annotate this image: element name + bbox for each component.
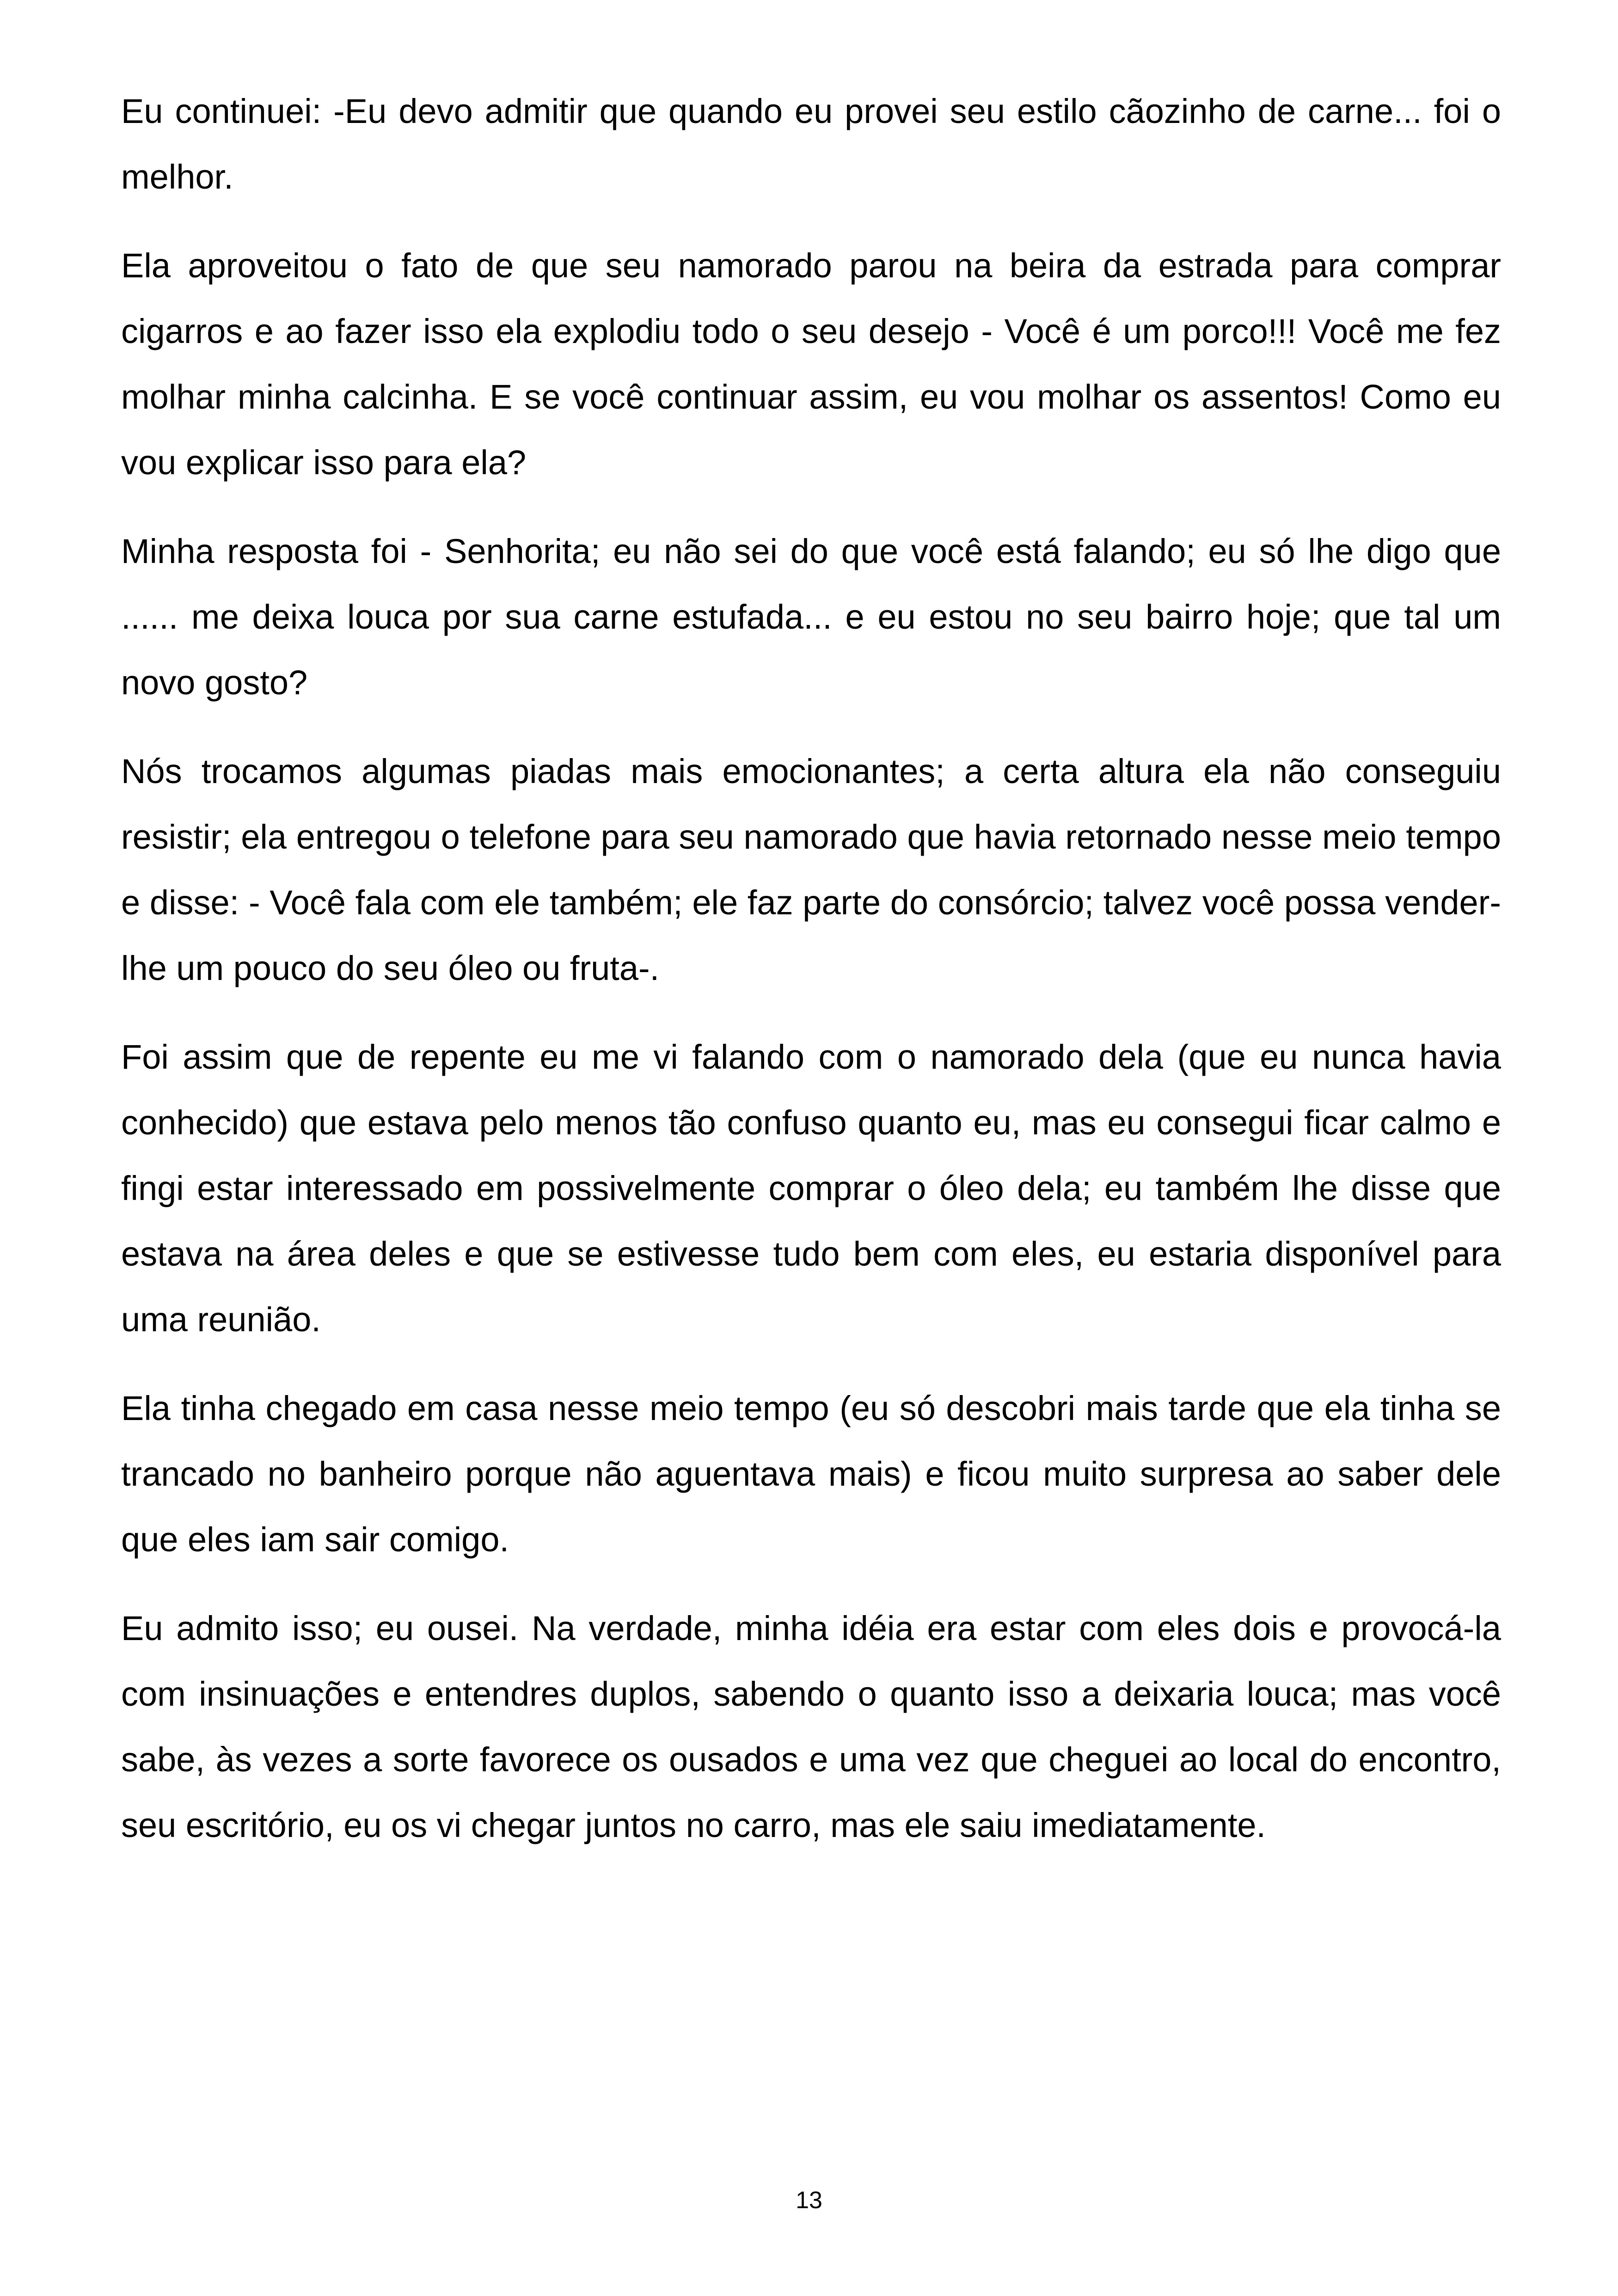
paragraph-1: Eu continuei: -Eu devo admitir que quando eu provei seu estilo cãozinho de carne... foi o melhor. (121, 92, 1501, 196)
paragraph-4: Nós trocamos algumas piadas mais emocionantes; a certa altura ela não conseguiu resistir; ela entregou o telefone para seu namorado que havia retornado nesse meio tempo e disse: - Você fala com ele também; ele faz parte do consórcio; talvez você possa vender-lhe um pouco do seu óleo ou fruta-. (121, 752, 1501, 987)
page-body (121, 79, 1501, 1881)
paragraph-2: Ela aproveitou o fato de que seu namorado parou na beira da estrada para comprar cigarros e ao fazer isso ela explodiu todo o seu desejo - Você é um porco!!! Você me fez molhar minha calcinha. E se você continuar assim, eu vou molhar os assentos! Como eu vou explicar isso para ela? (121, 246, 1501, 482)
paragraph-3: Minha resposta foi - Senhorita; eu não sei do que você está falando; eu só lhe digo que ...... me deixa louca por sua carne estufada... e eu estou no seu bairro hoje; que tal um novo gosto? (121, 532, 1501, 702)
page-number: 13 (796, 2187, 822, 2214)
paragraph-6: Ela tinha chegado em casa nesse meio tempo (eu só descobri mais tarde que ela tinha se trancado no banheiro porque não aguentava mais) e ficou muito surpresa ao saber dele que eles iam sair comigo. (121, 1389, 1501, 1559)
paragraph-5: Foi assim que de repente eu me vi falando com o namorado dela (que eu nunca havia conhecido) que estava pelo menos tão confuso quanto eu, mas eu consegui ficar calmo e fingi estar interessado em possivelmente comprar o óleo dela; eu também lhe disse que estava na área deles e que se estivesse tudo bem com eles, eu estaria disponível para uma reunião. (121, 1038, 1501, 1339)
paragraph-7: Eu admito isso; eu ousei. Na verdade, minha idéia era estar com eles dois e provocá-la com insinuações e entendres duplos, sabendo o quanto isso a deixaria louca; mas você sabe, às vezes a sorte favorece os ousados e uma vez que cheguei ao local do encontro, seu escritório, eu os vi chegar juntos no carro, mas ele saiu imediatamente. (121, 1609, 1501, 1844)
